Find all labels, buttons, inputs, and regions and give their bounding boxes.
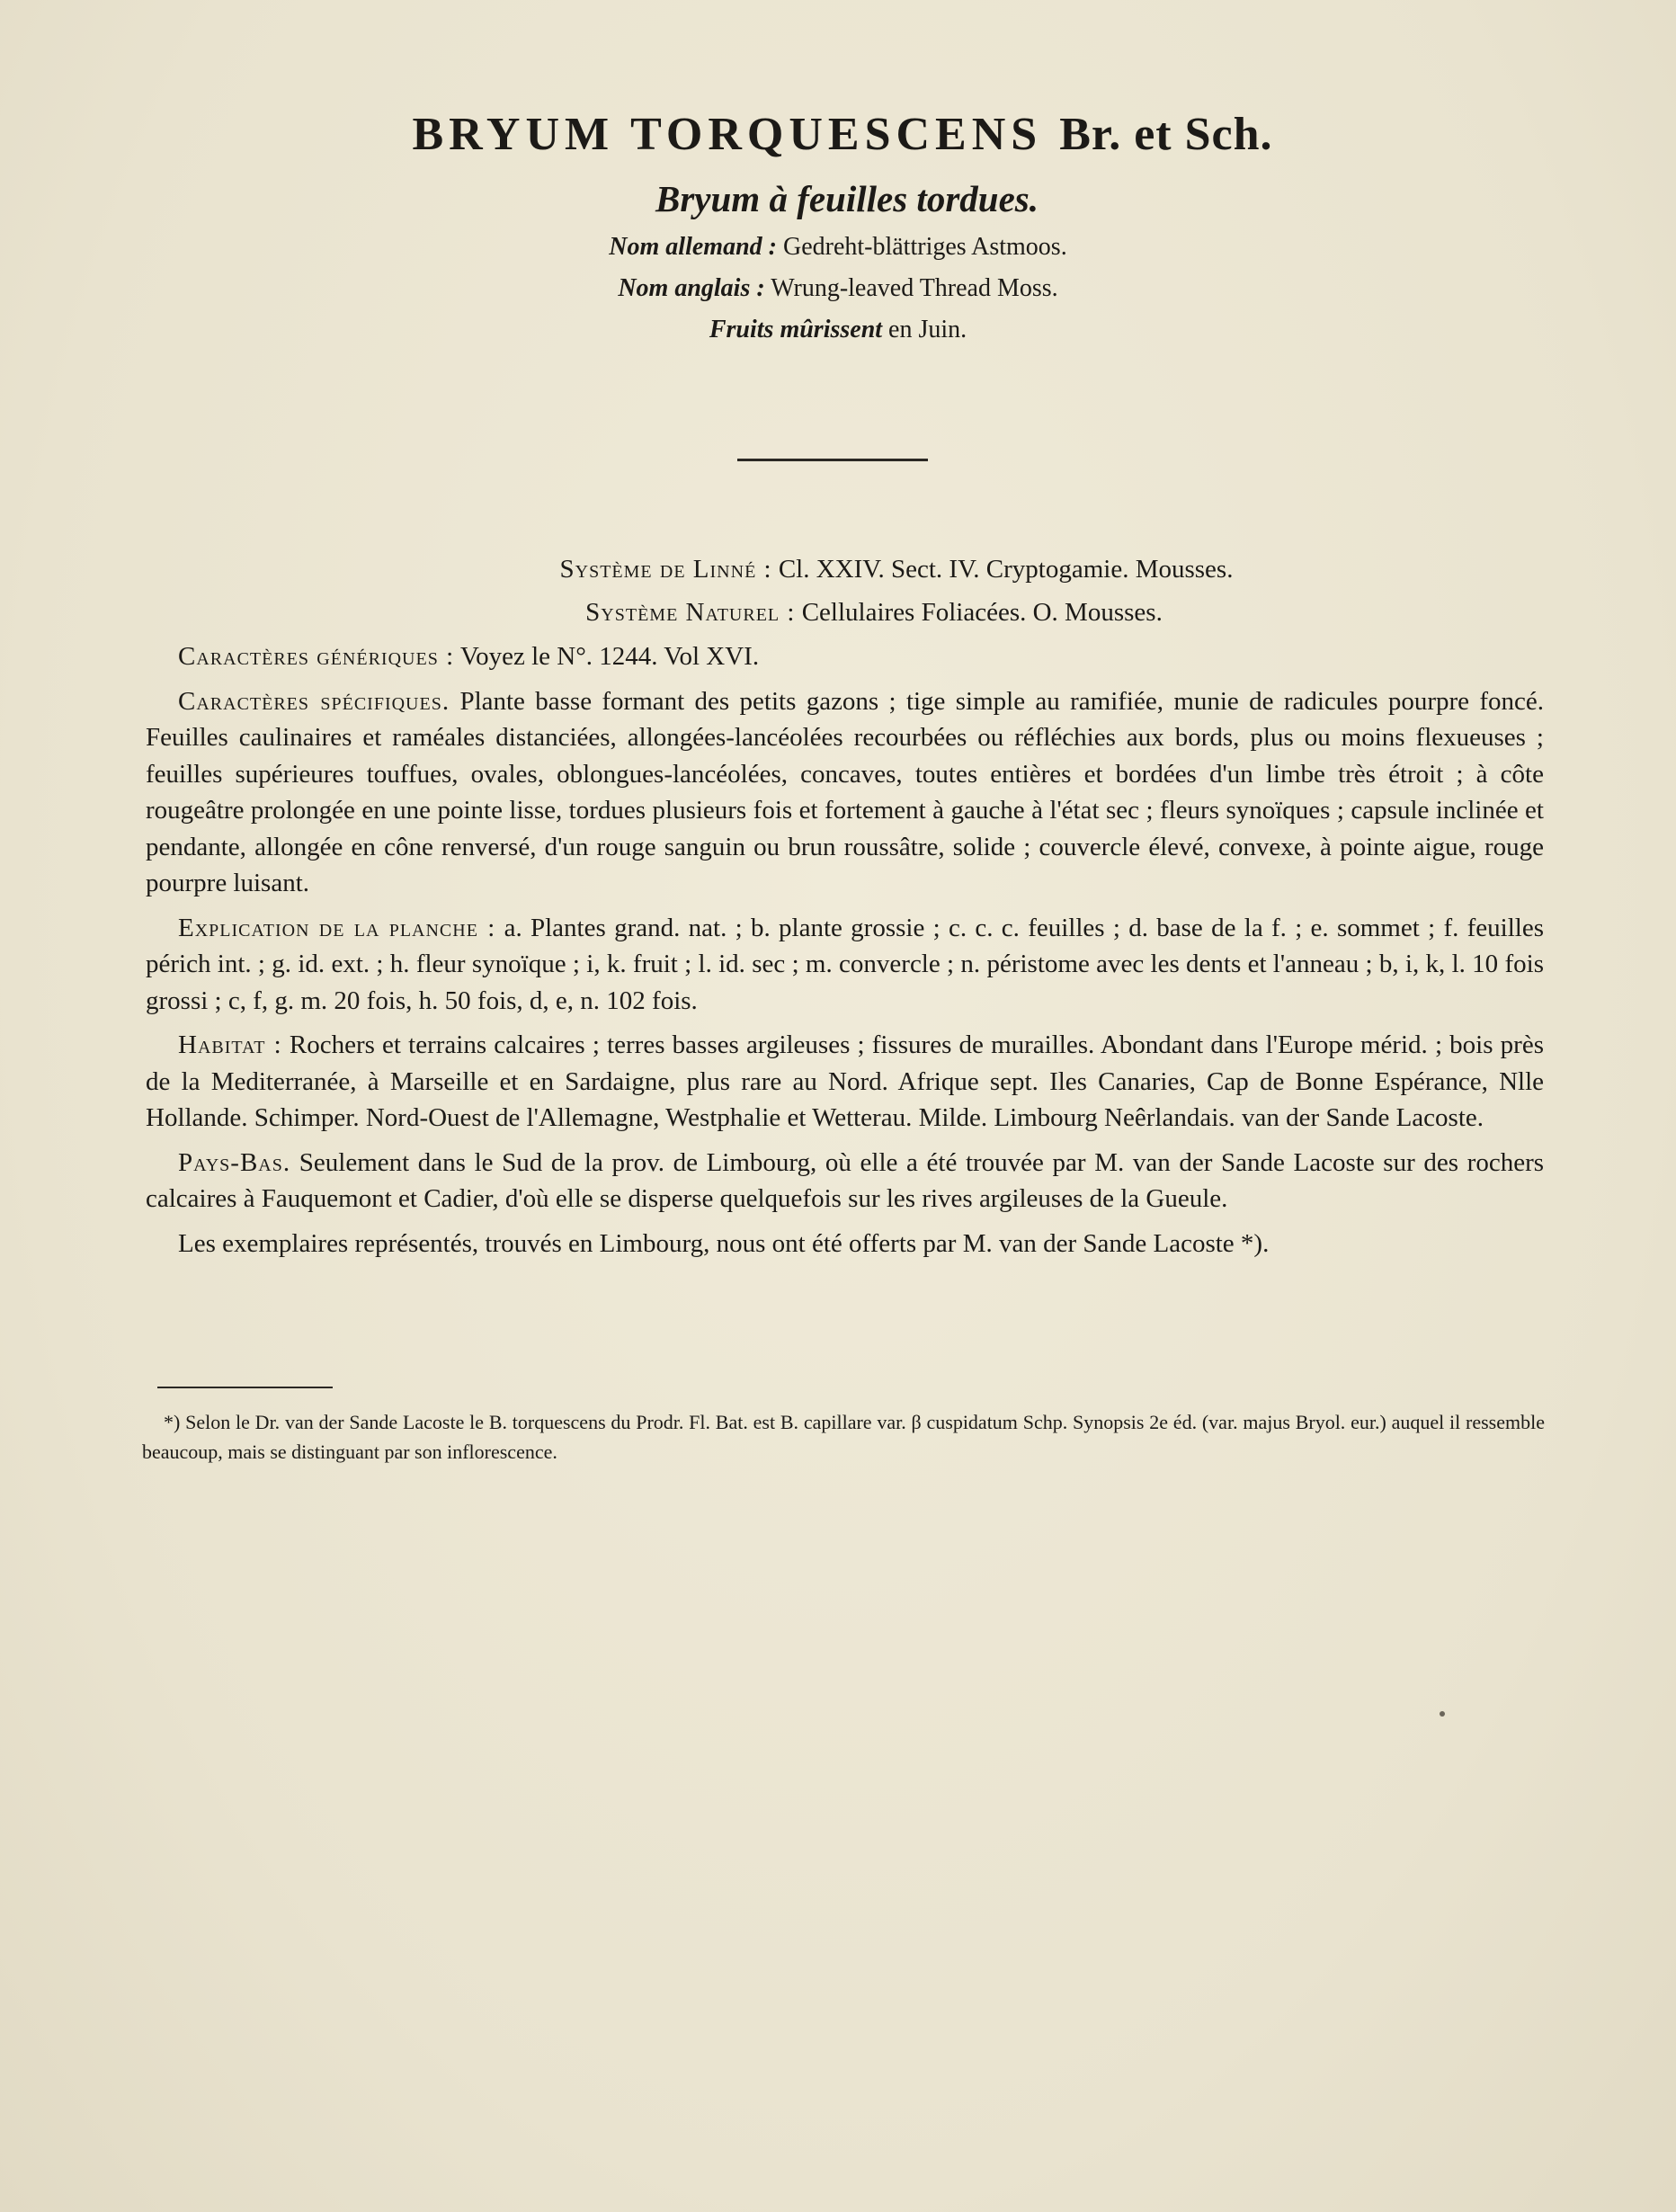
english-name-line — [0, 274, 1676, 303]
linnean-system-label: Système de Linné : — [559, 555, 772, 584]
german-name-label: Nom allemand : — [609, 233, 777, 261]
natural-system-line — [0, 598, 1676, 628]
header-divider — [737, 459, 928, 461]
netherlands-label: Pays-Bas. — [178, 1147, 291, 1177]
generic-characters-text: Voyez le N°. 1244. Vol XVI. — [459, 642, 760, 671]
netherlands-paragraph — [146, 1145, 1544, 1217]
french-name: Bryum à feuilles tordues. — [655, 178, 1039, 219]
specific-characters-paragraph — [146, 683, 1544, 902]
page-title — [9, 108, 1676, 161]
specimens-paragraph — [146, 1226, 1544, 1262]
english-name-label: Nom anglais : — [618, 274, 765, 302]
plate-explanation-label: Explication de la planche : — [178, 913, 496, 942]
species-author: Br. et Sch. — [1059, 109, 1273, 160]
generic-characters-paragraph — [146, 638, 1544, 675]
german-name-value: Gedreht-blättriges Astmoos. — [782, 233, 1067, 261]
fruiting-line — [0, 316, 1676, 344]
habitat-label: Habitat : — [178, 1030, 282, 1059]
specific-characters-text: Plante basse formant des petits gazons ; tige simple au ramifiée, munie de radicules pourpre foncé. Feuilles caulinaires et raméales distanciées, allongées-lancéolées recourbées ou réfléchies aux bords, plus ou moins flexueuses ; feuilles supérieures touffues, ovales, oblongues-lancéolées, concaves, toutes entières et bordées d'un limbe très étroit ; à côte rougeâtre prolongée en une pointe lisse, tordues plusieurs fois et fortement à gauche à l'état sec ; fleurs synoïques ; capsule inclinée et pendante, allongée en cône renversé, d'un rouge sanguin ou brun roussâtre, solide ; couvercle élevé, convexe, à pointe aigue, rouge pourpre luisant. — [146, 686, 1545, 897]
german-name-line — [0, 233, 1676, 262]
natural-system-label: Système Naturel : — [585, 598, 796, 627]
species-name: BRYUM TORQUESCENS — [412, 109, 1043, 160]
paper-speck — [1440, 1711, 1445, 1717]
generic-characters-label: Caractères génériques : — [178, 642, 455, 671]
footnote-divider — [157, 1387, 333, 1388]
netherlands-text: Seulement dans le Sud de la prov. de Limbourg, où elle a été trouvée par M. van der Sande Lacoste sur des rochers calcaires à Fauquemont et Cadier, d'où elle se disperse quelquefois sur les rives argileuses de la Gueule. — [146, 1147, 1545, 1213]
plate-explanation-paragraph — [146, 910, 1544, 1020]
description-body — [146, 638, 1544, 1270]
habitat-paragraph — [146, 1027, 1544, 1137]
footnote: *) Selon le Dr. van der Sande Lacoste le B. torquescens du Prodr. Fl. Bat. est B. capillare var. β cuspidatum Schp. Synopsis 2e éd. (var. majus Bryol. eur.) auquel il ressemble beaucoup, mais se distinguant par son inflorescence. — [142, 1411, 1545, 1463]
natural-system-value: Cellulaires Foliacées. O. Mousses. — [801, 598, 1163, 627]
fruiting-value: en Juin. — [888, 316, 967, 343]
header — [0, 108, 1676, 344]
linnean-system-line — [0, 555, 1676, 584]
specimens-text: Les exemplaires représentés, trouvés en Limbourg, nous ont été offerts par M. van der Sande Lacoste *). — [178, 1228, 1270, 1258]
specific-characters-label: Caractères spécifiques. — [178, 686, 450, 716]
fruiting-label: Fruits mûrissent — [709, 316, 883, 343]
plate-explanation-text: a. Plantes grand. nat. ; b. plante grossie ; c. c. c. feuilles ; d. base de la f. ; e. sommet ; f. feuilles périch int. ; g. id. ext. ; h. fleur synoïque ; i, k. fruit ; l. id. sec ; m. convercle ; n. péristome avec les dents et l'anneau ; b, i, k, l. 10 fois grossi ; c, f, g. m. 20 fois, h. 50 fois, d, e, n. 102 fois. — [146, 913, 1545, 1015]
linnean-system-value: Cl. XXIV. Sect. IV. Cryptogamie. Mousses. — [778, 555, 1234, 584]
habitat-text: Rochers et terrains calcaires ; terres basses argileuses ; fissures de murailles. Abondant dans l'Europe mérid. ; bois près de la Mediterranée, à Marseille et en Sardaigne, plus rare au Nord. Afrique sept. Iles Canaries, Cap de Bonne Espérance, Nlle Hollande. Schimper. Nord-Ouest de l'Allemagne, Westphalie et Wetterau. Milde. Limbourg Neêrlandais. van der Sande Lacoste. — [146, 1030, 1545, 1132]
english-name-value: Wrung-leaved Thread Moss. — [771, 274, 1058, 302]
